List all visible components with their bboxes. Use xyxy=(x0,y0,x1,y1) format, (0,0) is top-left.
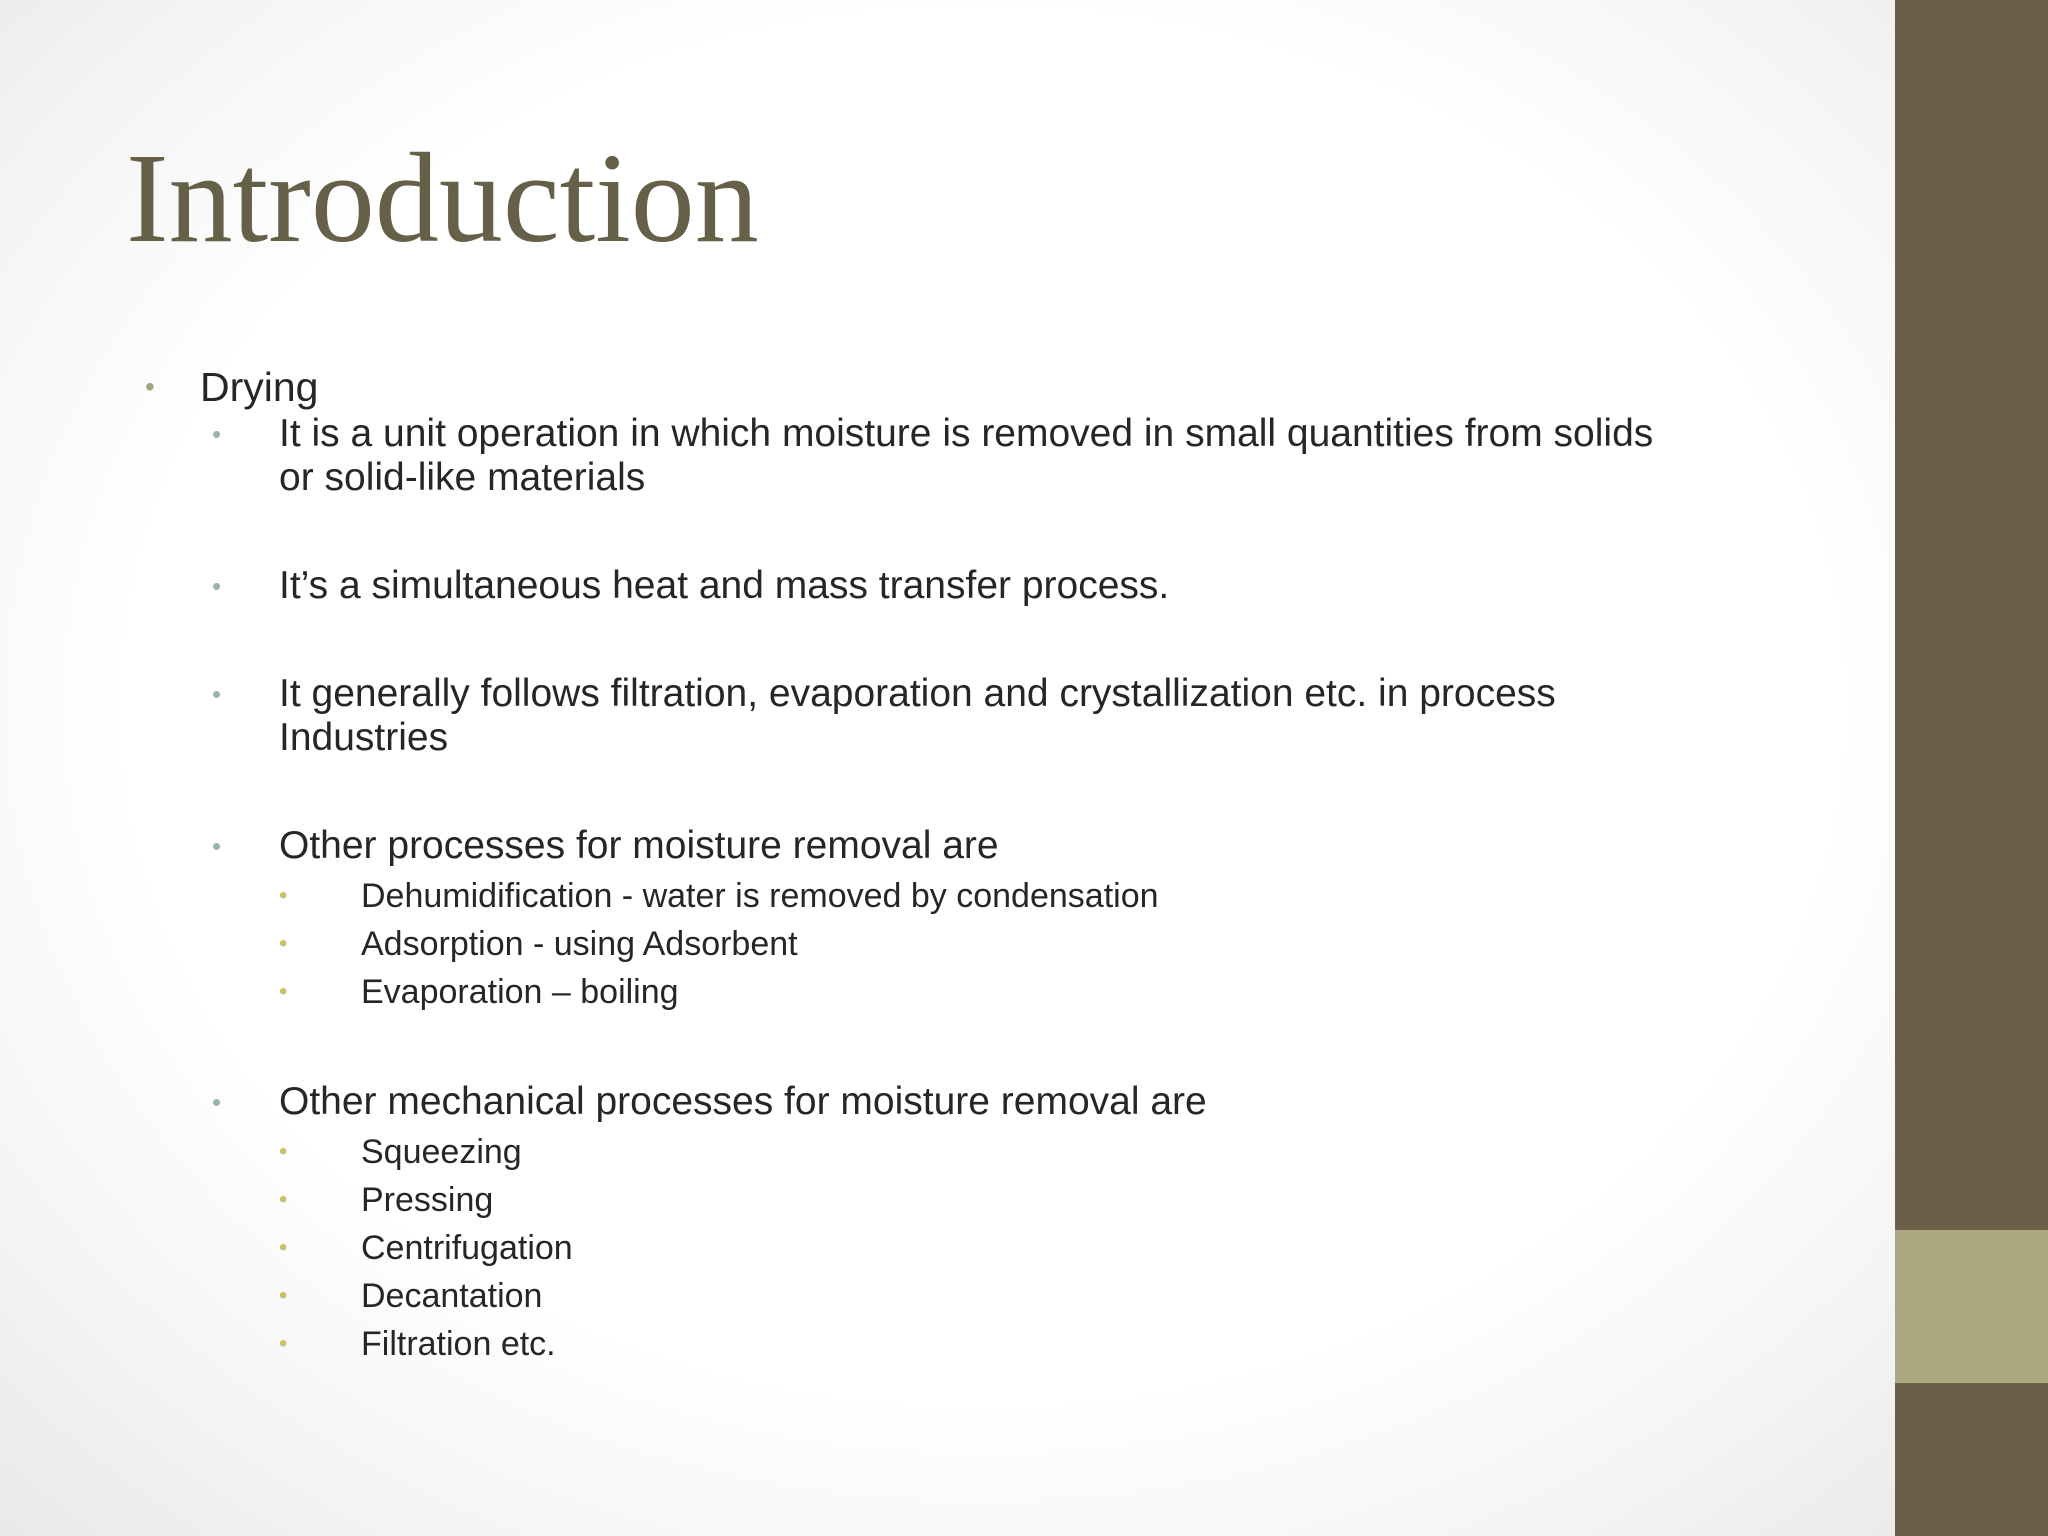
bullet-list-level3 xyxy=(279,872,1797,1016)
list-item-text: Adsorption - using Adsorbent xyxy=(361,925,798,963)
bullet-icon: • xyxy=(279,1330,288,1357)
list-item-text: It generally follows filtration, evaporation and crystallization etc. in process xyxy=(279,672,1556,715)
list-item-text: or solid-like materials xyxy=(279,456,646,499)
sidebar-accent-band xyxy=(1895,1230,2048,1383)
list-item-text: It’s a simultaneous heat and mass transfer process. xyxy=(279,564,1170,607)
list-item-text: Industries xyxy=(279,716,449,759)
bullet-icon: • xyxy=(145,371,155,402)
list-item xyxy=(212,824,1797,1016)
list-item xyxy=(279,1272,1797,1320)
bullet-icon: • xyxy=(279,1138,288,1165)
list-item xyxy=(212,564,1797,608)
list-item-text: Centrifugation xyxy=(361,1229,573,1267)
bullet-icon: • xyxy=(212,1087,222,1117)
slide-title: Introduction xyxy=(126,127,759,269)
list-item xyxy=(279,968,1797,1016)
bullet-icon: • xyxy=(212,679,222,709)
bullet-icon: • xyxy=(279,882,288,909)
list-item-text: Drying xyxy=(200,364,319,410)
list-item-text: Evaporation – boiling xyxy=(361,973,679,1011)
list-item-text: Squeezing xyxy=(361,1133,522,1171)
list-item xyxy=(279,1176,1797,1224)
list-item-text: Decantation xyxy=(361,1277,543,1315)
list-item-text: Filtration etc. xyxy=(361,1325,556,1363)
list-item xyxy=(212,1080,1797,1368)
bullet-list-level1 xyxy=(145,362,1785,1368)
bullet-icon: • xyxy=(212,831,222,861)
list-item-text: It is a unit operation in which moisture is removed in small quantities from solids xyxy=(279,412,1654,455)
sidebar-dark-band-bottom xyxy=(1895,1383,2048,1536)
list-item-text: Other processes for moisture removal are xyxy=(279,824,999,867)
slide-body xyxy=(145,362,1785,1368)
list-item-text: Pressing xyxy=(361,1181,494,1219)
list-item xyxy=(279,1224,1797,1272)
bullet-list-level3 xyxy=(279,1128,1797,1368)
list-item xyxy=(279,872,1797,920)
bullet-list-level2 xyxy=(200,412,1785,1368)
list-item xyxy=(279,920,1797,968)
list-item xyxy=(279,1128,1797,1176)
bullet-icon: • xyxy=(279,1234,288,1261)
sidebar-dark-band xyxy=(1895,0,2048,1230)
list-item xyxy=(212,412,1797,500)
bullet-icon: • xyxy=(212,419,222,449)
bullet-icon: • xyxy=(212,571,222,601)
list-item xyxy=(212,672,1797,760)
bullet-icon: • xyxy=(279,1282,288,1309)
list-item-text: Other mechanical processes for moisture removal are xyxy=(279,1080,1207,1123)
list-item xyxy=(279,1320,1797,1368)
list-item-text: Dehumidification - water is removed by condensation xyxy=(361,877,1159,915)
bullet-icon: • xyxy=(279,1186,288,1213)
bullet-icon: • xyxy=(279,930,288,957)
slide-sidebar xyxy=(1895,0,2048,1536)
list-item xyxy=(145,362,1785,1368)
bullet-icon: • xyxy=(279,978,288,1005)
